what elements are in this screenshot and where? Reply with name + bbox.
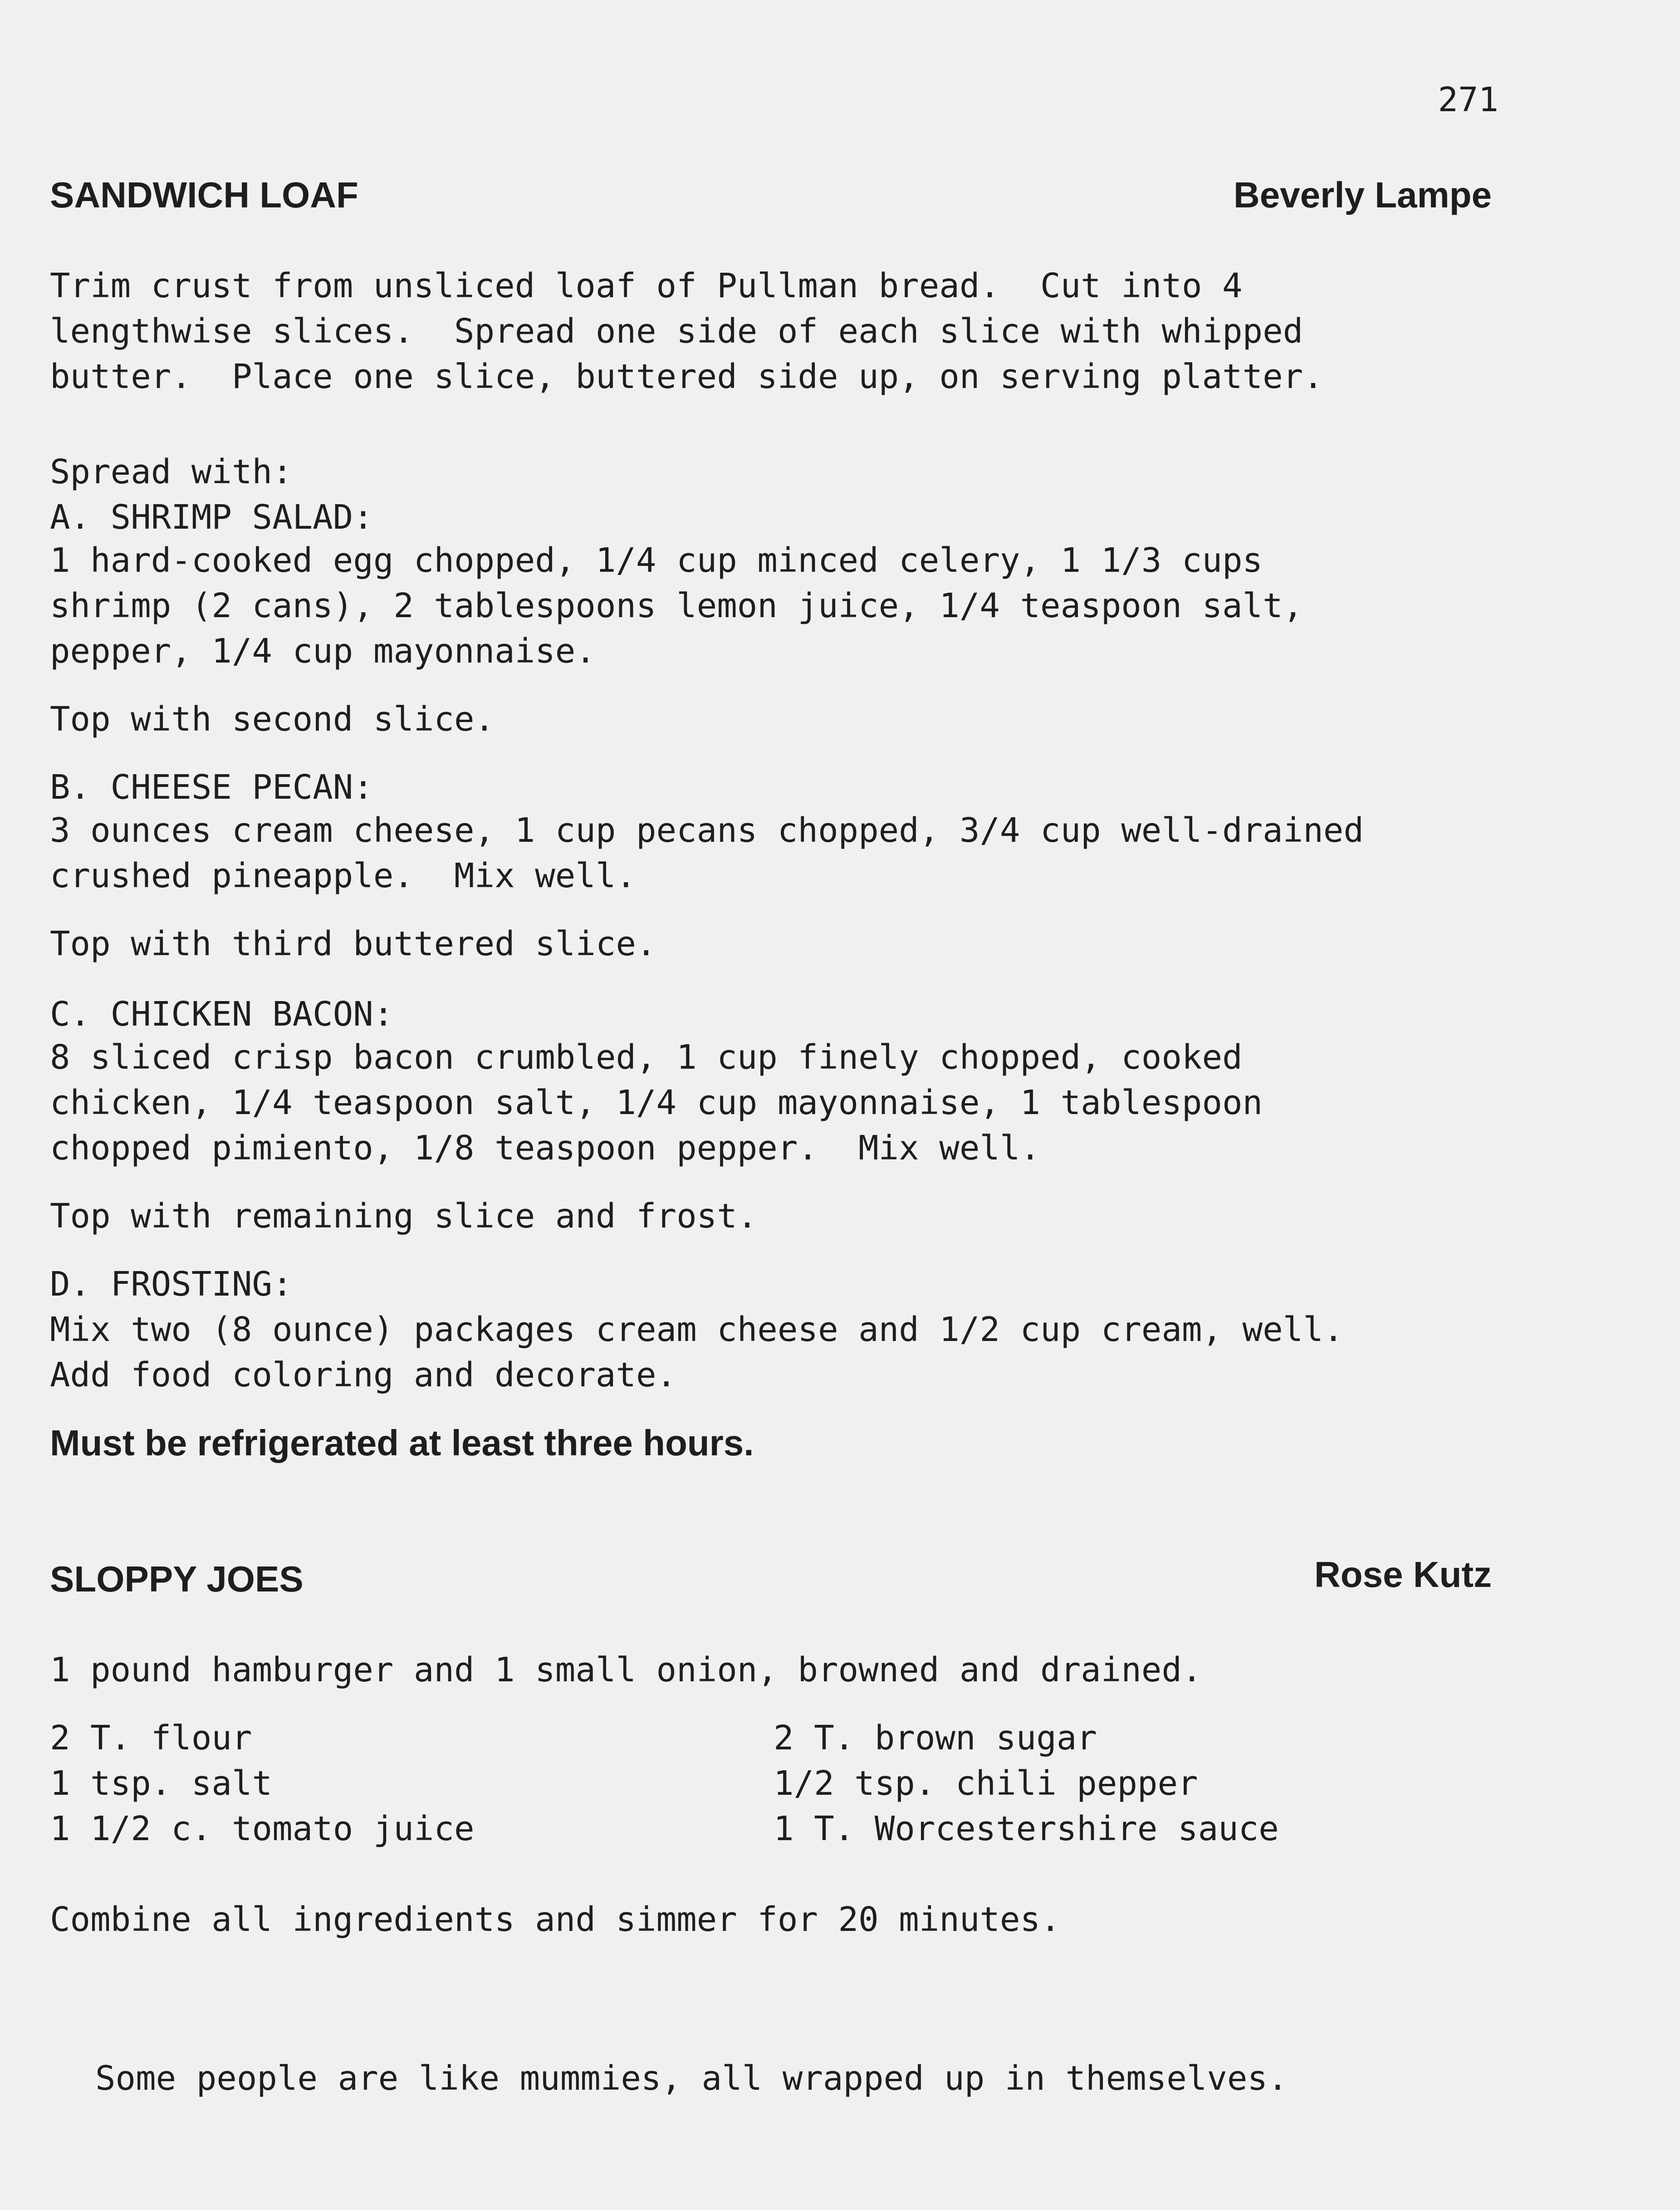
refrigeration-note: Must be refrigerated at least three hours.	[50, 1423, 754, 1463]
ingredient-right-2: 1/2 tsp. chili pepper	[774, 1764, 1198, 1803]
section-d-line-2: Add food coloring and decorate.	[50, 1355, 677, 1395]
recipe-title: SANDWICH LOAF	[50, 175, 358, 215]
spread-with-label: Spread with:	[50, 452, 293, 491]
ingredient-right-3: 1 T. Worcestershire sauce	[774, 1809, 1279, 1848]
section-b-heading: B. CHEESE PECAN:	[50, 768, 373, 807]
section-c-heading: C. CHICKEN BACON:	[50, 995, 394, 1034]
ingredient-left-3: 1 1/2 c. tomato juice	[50, 1809, 475, 1848]
section-c-after: Top with remaining slice and frost.	[50, 1197, 758, 1236]
sloppy-joes-instructions: Combine all ingredients and simmer for 20 minutes.	[50, 1900, 1061, 1939]
section-a-line-3: pepper, 1/4 cup mayonnaise.	[50, 632, 596, 671]
section-b-after: Top with third buttered slice.	[50, 924, 656, 963]
section-d-line-1: Mix two (8 ounce) packages cream cheese and 1/2 cup cream, well.	[50, 1310, 1344, 1349]
section-c-line-3: chopped pimiento, 1/8 teaspoon pepper. Mix well.	[50, 1129, 1041, 1168]
footer-quote: Some people are like mummies, all wrapped up in themselves.	[95, 2059, 1288, 2098]
recipe-title: SLOPPY JOES	[50, 1559, 304, 1599]
page-number: 271	[1438, 80, 1499, 119]
recipe-author: Beverly Lampe	[1233, 175, 1492, 215]
intro-line-3: butter. Place one slice, buttered side up, on serving platter.	[50, 357, 1323, 396]
ingredient-left-2: 1 tsp. salt	[50, 1764, 273, 1803]
section-b-line-2: crushed pineapple. Mix well.	[50, 856, 637, 895]
section-a-after: Top with second slice.	[50, 700, 495, 739]
section-d-heading: D. FROSTING:	[50, 1265, 293, 1304]
section-a-heading: A. SHRIMP SALAD:	[50, 498, 373, 537]
ingredient-right-1: 2 T. brown sugar	[774, 1719, 1097, 1758]
section-c-line-1: 8 sliced crisp bacon crumbled, 1 cup finely chopped, cooked	[50, 1038, 1243, 1077]
section-b-line-1: 3 ounces cream cheese, 1 cup pecans chopped, 3/4 cup well-drained	[50, 811, 1364, 850]
intro-line-2: lengthwise slices. Spread one side of each slice with whipped	[50, 312, 1303, 351]
section-a-line-1: 1 hard-cooked egg chopped, 1/4 cup minced celery, 1 1/3 cups	[50, 541, 1263, 580]
section-c-line-2: chicken, 1/4 teaspoon salt, 1/4 cup mayonnaise, 1 tablespoon	[50, 1083, 1263, 1122]
sloppy-joes-first-line: 1 pound hamburger and 1 small onion, browned and drained.	[50, 1650, 1202, 1689]
intro-line-1: Trim crust from unsliced loaf of Pullman bread. Cut into 4	[50, 266, 1243, 305]
section-a-line-2: shrimp (2 cans), 2 tablespoons lemon juice, 1/4 teaspoon salt,	[50, 586, 1303, 625]
ingredient-left-1: 2 T. flour	[50, 1719, 252, 1758]
recipe-author: Rose Kutz	[1314, 1554, 1492, 1595]
